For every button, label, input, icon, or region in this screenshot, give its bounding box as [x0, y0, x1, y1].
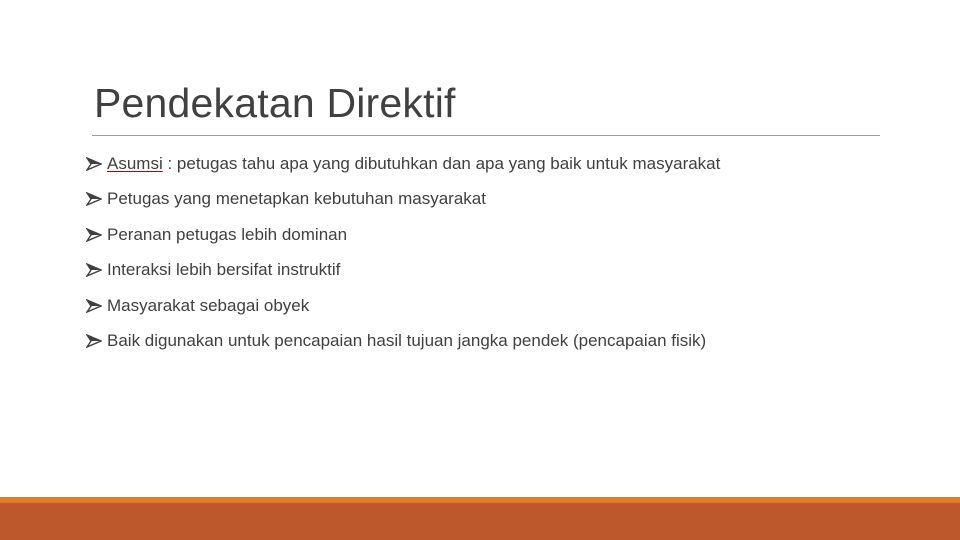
footer-band — [0, 503, 960, 540]
arrowhead-bullet-icon — [86, 299, 102, 313]
title-divider — [92, 135, 880, 136]
arrowhead-bullet-icon — [86, 157, 102, 171]
bullet-text: Masyarakat sebagai obyek — [107, 295, 310, 315]
slide-title: Pendekatan Direktif — [94, 80, 456, 126]
bullet-item — [86, 217, 720, 253]
bullet-item — [86, 288, 720, 324]
bullet-text: Peranan petugas lebih dominan — [107, 224, 348, 244]
bullet-text: Interaksi lebih bersifat instruktif — [107, 260, 341, 280]
bullet-text: : petugas tahu apa yang dibutuhkan dan apa yang baik untuk masyarakat — [162, 153, 721, 173]
arrowhead-bullet-icon — [86, 263, 102, 277]
asumsi-term: Asumsi — [107, 153, 163, 173]
bullet-list — [86, 146, 720, 359]
arrowhead-bullet-icon — [86, 228, 102, 242]
arrowhead-bullet-icon — [86, 334, 102, 348]
bullet-item — [86, 253, 720, 289]
arrowhead-bullet-icon — [86, 192, 102, 206]
bullet-text: Baik digunakan untuk pencapaian hasil tujuan jangka pendek (pencapaian fisik) — [107, 331, 707, 351]
bullet-item-asumsi — [86, 146, 720, 182]
bullet-text: Petugas yang menetapkan kebutuhan masyarakat — [107, 189, 486, 209]
bullet-item — [86, 324, 720, 360]
bullet-item — [86, 182, 720, 218]
